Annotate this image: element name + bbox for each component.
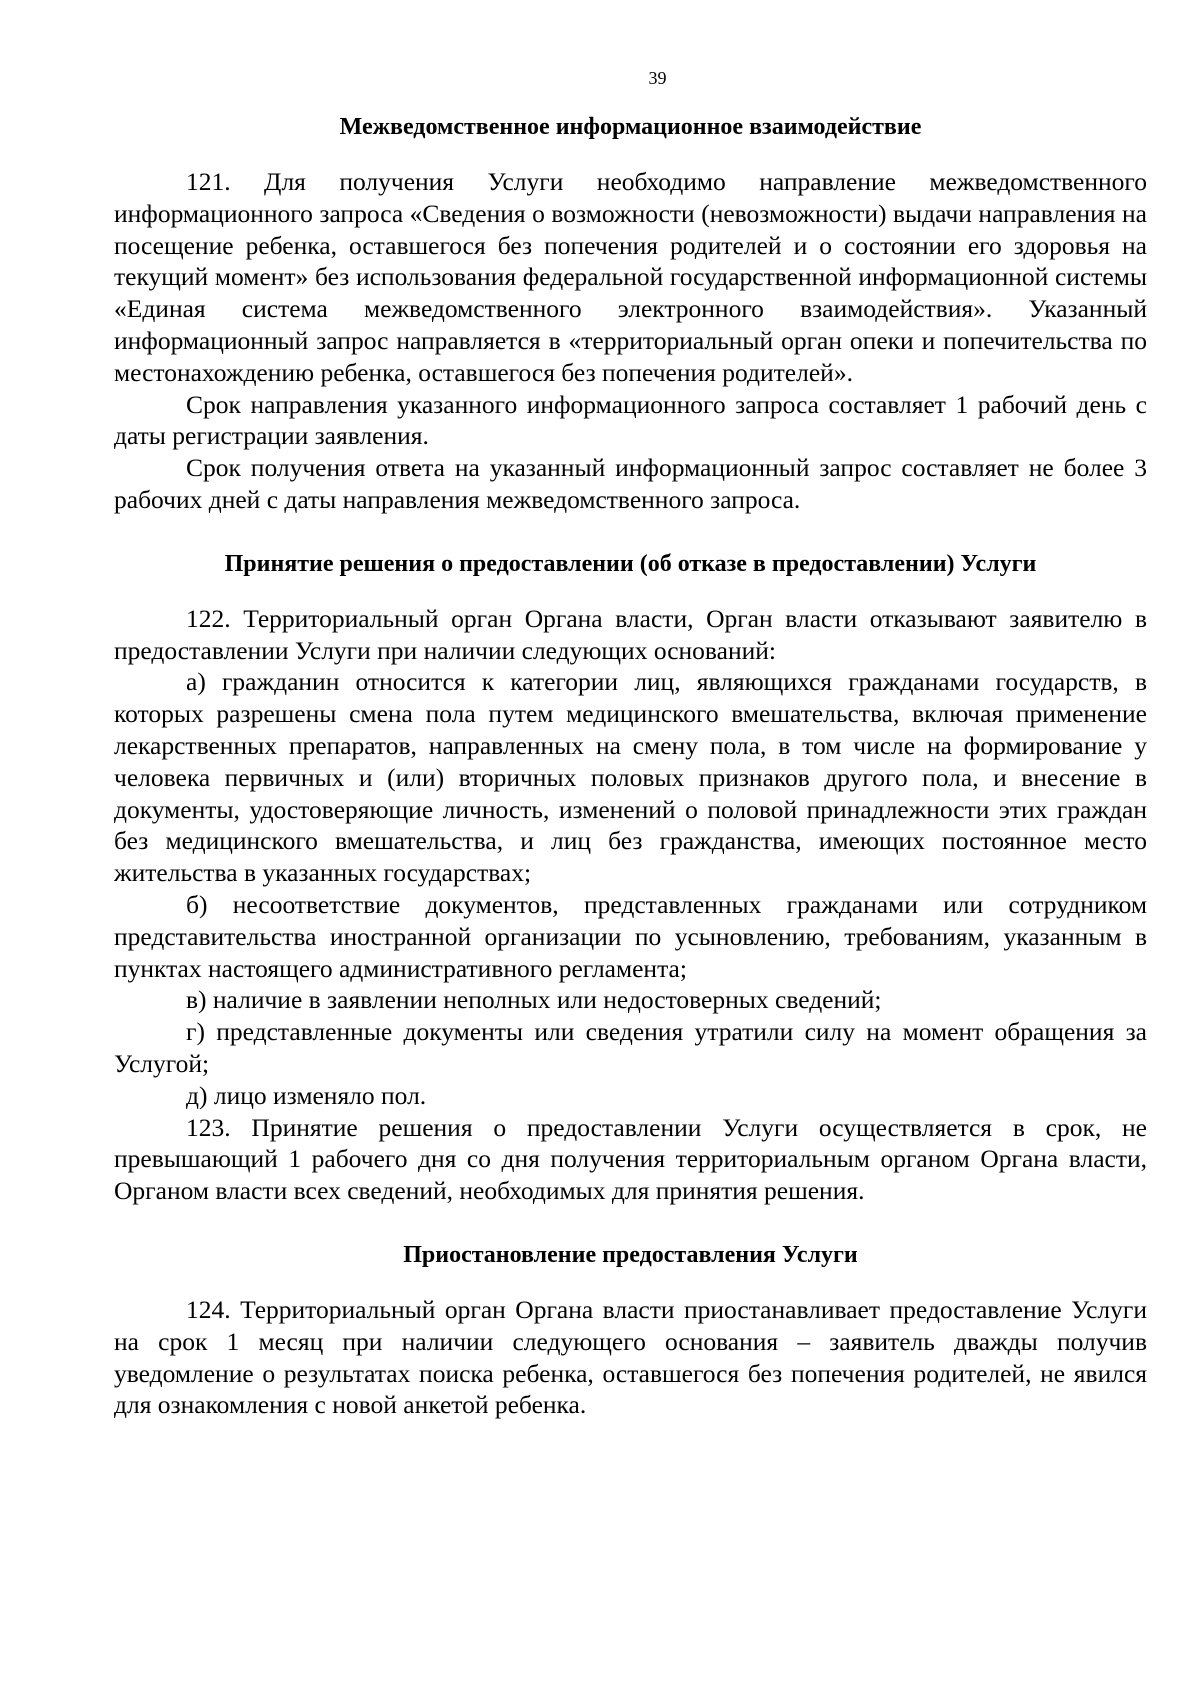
- paragraph: 121. Для получения Услуги необходимо направление межведомственного информационного запроса «Сведения о возможности (невозможности) выдачи направления на посещение ребенка, оставшегося без попечения родителей и о состоянии его здоровья на текущий момент» без использования федеральной государственной информационной системы «Единая система межведомственного электронного взаимодействия». Указанный информационный запрос направляется в «территориальный орган опеки и попечительства по местонахождению ребенка, оставшегося без попечения родителей».: [114, 167, 1147, 387]
- spacer: [114, 142, 1147, 166]
- spacer: [114, 1207, 1147, 1240]
- document-page: [114, 66, 1147, 1421]
- list-item: д) лицо изменяло пол.: [186, 1080, 427, 1110]
- list-item: а) гражданин относится к категории лиц, являющихся гражданами государств, в которых разрешены смена пола путем медицинского вмешательства, включая применение лекарственных препаратов, направленных на смену пола, в том числе на формирование у человека первичных и (или) вторичных половых признаков другого пола, и внесение в документы, удостоверяющие личность, изменений о половой принадлежности этих граждан без медицинского вмешательства, и лиц без гражданства, имеющих постоянное место жительства в указанных государствах;: [114, 667, 1147, 888]
- section-title-decision: Принятие решения о предоставлении (об отказе в предоставлении) Услуги: [224, 550, 1037, 577]
- paragraph: 122. Территориальный орган Органа власти, Орган власти отказывают заявителю в предоставлении Услуги при наличии следующих оснований:: [114, 603, 1147, 665]
- spacer: [114, 579, 1147, 603]
- section-title-interagency: Межведомственное информационное взаимодействие: [339, 114, 922, 140]
- spacer: [114, 516, 1147, 549]
- paragraph: Срок направления указанного информационного запроса составляет 1 рабочий день с даты регистрации заявления.: [114, 389, 1147, 451]
- page-number: 39: [648, 68, 667, 88]
- section-title-suspension: Приостановление предоставления Услуги: [403, 1241, 858, 1268]
- list-item: в) наличие в заявлении неполных или недостоверных сведений;: [186, 985, 882, 1015]
- list-item: б) несоответствие документов, представленных гражданами или сотрудником представительства иностранной организации по усыновлению, требованиям, указанным в пунктах настоящего административного регламента;: [114, 889, 1147, 983]
- list-item: г) представленные документы или сведения утратили силу на момент обращения за Услугой;: [114, 1017, 1147, 1078]
- spacer: [114, 1270, 1147, 1294]
- paragraph: Срок получения ответа на указанный информационный запрос составляет не более 3 рабочих дней с даты направления межведомственного запроса.: [114, 453, 1147, 514]
- paragraph: 123. Принятие решения о предоставлении Услуги осуществляется в срок, не превышающий 1 рабочего дня со дня получения территориальным органом Органа власти, Органом власти всех сведений, необходимых для принятия решения.: [114, 1112, 1147, 1206]
- paragraph: 124. Территориальный орган Органа власти приостанавливает предоставление Услуги на срок 1 месяц при наличии следующего основания – заявитель дважды получив уведомление о результатах поиска ребенка, оставшегося без попечения родителей, не явился для ознакомления с новой анкетой ребенка.: [114, 1294, 1147, 1420]
